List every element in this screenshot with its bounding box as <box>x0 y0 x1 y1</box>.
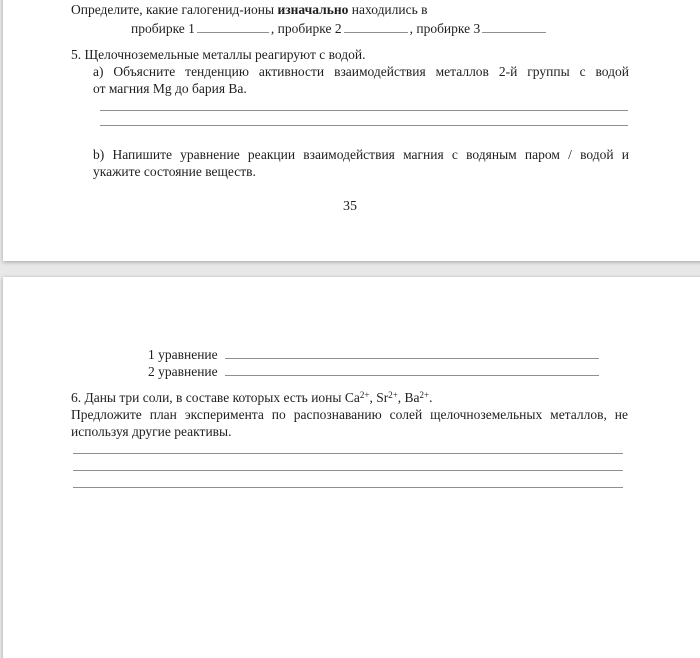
question-6-line-1 <box>71 390 432 406</box>
page-number: 35 <box>343 199 357 214</box>
strontium-ion-charge: 2+ <box>388 390 398 400</box>
tube-3-answer-blank <box>482 19 546 33</box>
question-4-prompt-post: находились в <box>348 2 428 17</box>
question-5-heading: 5. Щелочноземельные металлы реагируют с водой. <box>71 47 366 62</box>
answer-line-6-1 <box>73 453 623 454</box>
answer-line-6-2 <box>73 470 623 471</box>
question-6-line-3: используя другие реактивы. <box>71 424 232 439</box>
answer-line-6-3 <box>73 487 623 488</box>
calcium-ion-charge: 2+ <box>359 390 370 400</box>
question-5b-line-2: укажите состояние веществ. <box>93 164 256 179</box>
document-page-1 <box>3 0 700 261</box>
equation-2-answer-blank <box>225 362 599 376</box>
question-6-text-end: . <box>429 390 433 405</box>
barium-ion-charge: 2+ <box>419 390 430 400</box>
question-6-text-pre: 6. Даны три соли, в составе которых есть ионы Ca <box>71 390 360 405</box>
answer-line-5a-1 <box>100 110 628 111</box>
question-6-text-mid2: , Ba <box>397 390 420 405</box>
question-4-prompt-pre: Определите, какие галогенид-ионы <box>71 2 278 17</box>
equation-1-label: 1 уравнение <box>148 347 218 362</box>
question-6-text-mid1: , Sr <box>369 390 389 405</box>
question-4-tube-blanks-line <box>131 19 548 37</box>
tube-1-label: пробирке 1 <box>131 21 195 36</box>
equation-2-row <box>148 362 599 380</box>
tube-1-answer-blank <box>197 19 269 33</box>
tube-2-answer-blank <box>344 19 408 33</box>
question-5a-line-1: а) Объясните тенденцию активности взаимодействия металлов 2-й группы с водой <box>93 64 629 79</box>
question-4-prompt-line-1 <box>71 2 428 18</box>
tube-2-label: , пробирке 2 <box>270 21 342 36</box>
equation-1-row <box>148 345 599 363</box>
answer-line-5a-2 <box>100 125 628 126</box>
document-page-2 <box>3 277 700 658</box>
question-5a-line-2: от магния Mg до бария Ba. <box>93 81 247 96</box>
equation-1-answer-blank <box>225 345 599 359</box>
question-5b-line-1: b) Напишите уравнение реакции взаимодействия магния с водяным паром / водой и <box>93 147 629 162</box>
equation-2-label: 2 уравнение <box>148 364 218 379</box>
question-4-prompt-bold: изначально <box>277 2 349 17</box>
question-6-line-2: Предложите план эксперимента по распознаванию солей щелочноземельных металлов, не <box>71 407 628 422</box>
tube-3-label: , пробирке 3 <box>409 21 481 36</box>
